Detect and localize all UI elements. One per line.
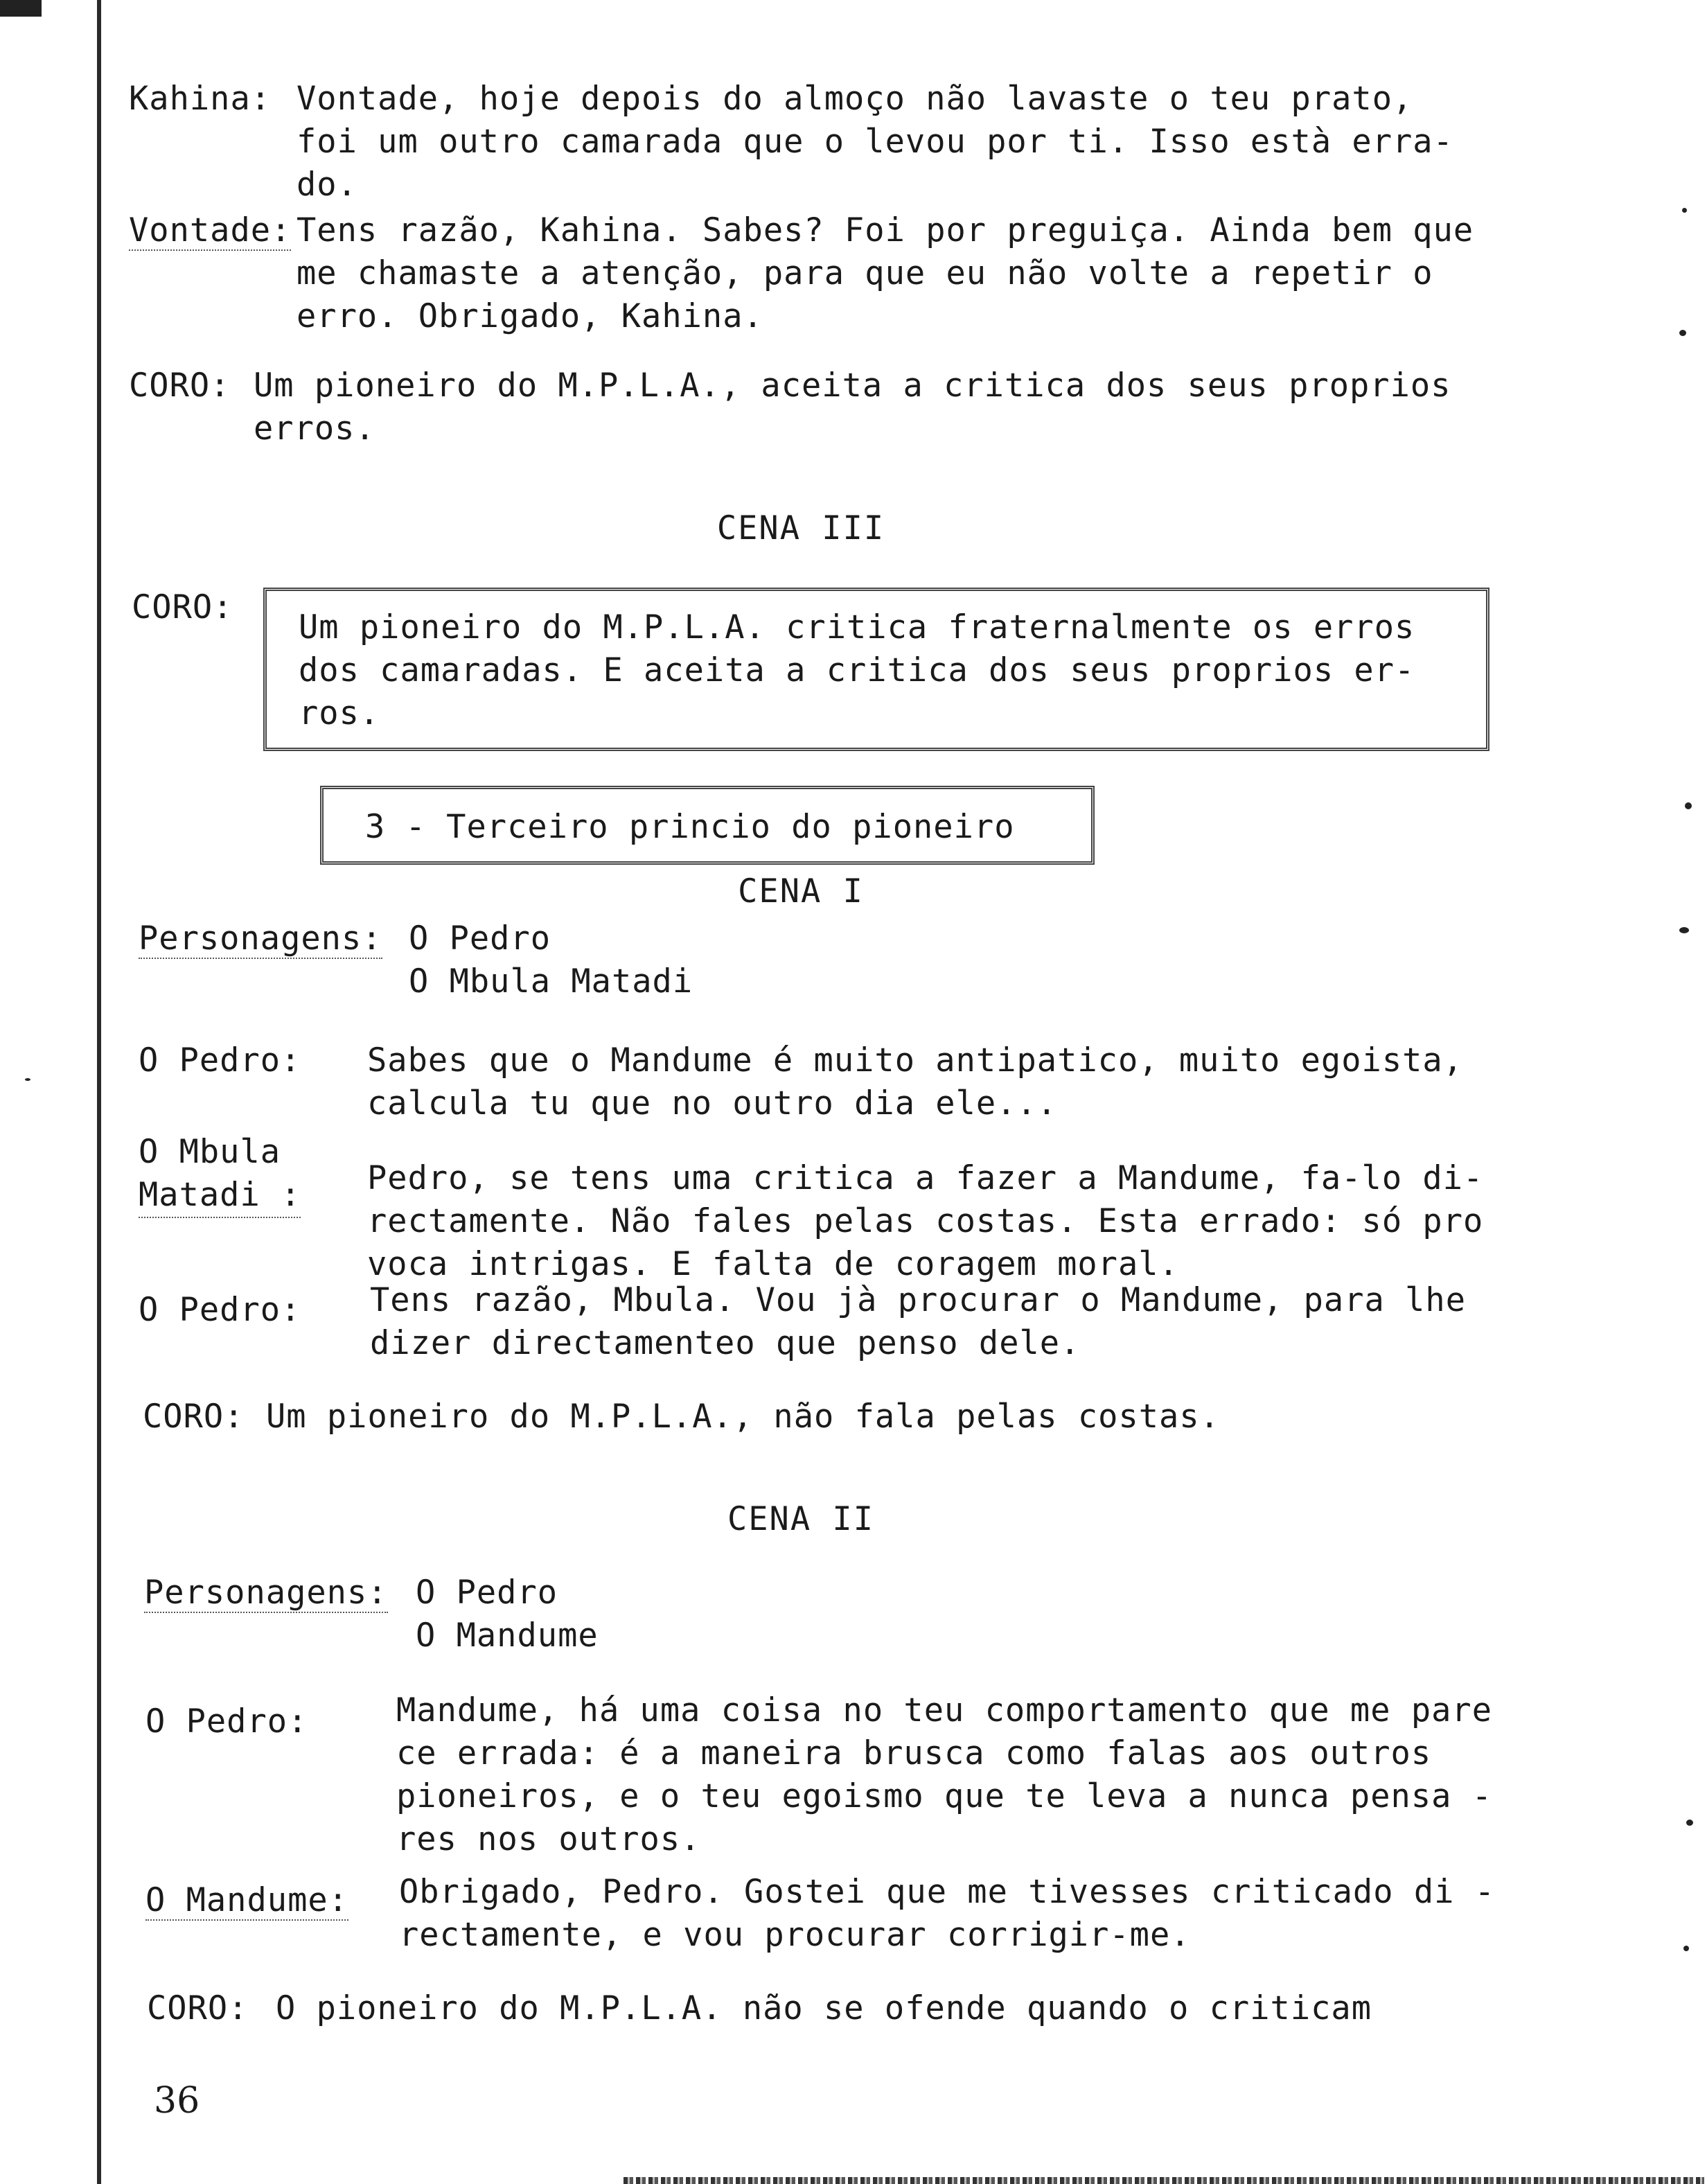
dialogue-line: calcula tu que no outro dia ele... — [367, 1084, 1058, 1122]
character-name: O Pedro — [416, 1574, 558, 1612]
character-name: O Pedro — [409, 919, 551, 958]
personagens-label-2 — [144, 1571, 388, 1614]
scan-speck — [1682, 208, 1687, 213]
speaker-mbula — [139, 1131, 301, 1218]
dialogue-line: dizer directamenteo que penso dele. — [370, 1324, 1081, 1362]
speaker-coro-2: CORO: — [132, 588, 233, 626]
dialogue-mbula — [367, 1157, 1483, 1286]
principle-title-box — [320, 786, 1095, 865]
speaker-coro-3: CORO: — [143, 1398, 245, 1436]
character-name: O Mandume — [416, 1617, 599, 1655]
dialogue-line: voca intrigas. E falta de coragem moral. — [367, 1245, 1179, 1283]
scan-speck — [1686, 1820, 1693, 1826]
scan-speck — [1679, 927, 1689, 933]
page-number: 36 — [154, 2080, 200, 2122]
speaker-vontade — [129, 209, 291, 252]
speaker-pedro-2: O Pedro: — [139, 1291, 301, 1329]
scan-bottom-strip — [623, 2177, 1704, 2184]
dialogue-line: foi um outro camarada que o levou por ti. Isso està erra- — [297, 123, 1453, 161]
box-line: dos camaradas. E aceita a critica dos seus proprios er- — [299, 651, 1415, 689]
dialogue-line: erro. Obrigado, Kahina. — [297, 297, 763, 335]
dialogue-line: rectamente. Não fales pelas costas. Esta errado: só pro — [367, 1202, 1484, 1240]
dialogue-coro-3: Um pioneiro do M.P.L.A., não fala pelas costas. — [266, 1398, 1220, 1436]
dialogue-line: Obrigado, Pedro. Gostei que me tivesses criticado di - — [399, 1873, 1496, 1911]
speaker-mbula-line: O Mbula — [139, 1133, 281, 1171]
dialogue-line: ce errada: é a maneira brusca como falas aos outros — [396, 1734, 1432, 1772]
speaker-vontade-label: Vontade: — [129, 211, 292, 249]
speaker-mandume — [145, 1879, 348, 1922]
dialogue-line: Tens razão, Kahina. Sabes? Foi por preguiça. Ainda bem que — [297, 211, 1474, 249]
principle-title: 3 - Terceiro princio do pioneiro — [365, 808, 1015, 846]
speaker-coro-1: CORO: — [129, 367, 231, 405]
scan-speck — [25, 1078, 30, 1081]
dialogue-line: res nos outros. — [396, 1820, 701, 1858]
dialogue-line: Vontade, hoje depois do almoço não lavaste o teu prato, — [297, 80, 1413, 118]
personagens-label-text: Personagens: — [139, 919, 382, 958]
speaker-coro-4: CORO: — [147, 1989, 249, 2027]
personagens-label-text: Personagens: — [144, 1574, 388, 1612]
dialogue-line: Mandume, há uma coisa no teu comportamento que me pare — [396, 1691, 1493, 1729]
dialogue-coro-4: O pioneiro do M.P.L.A. não se ofende quando o criticam — [276, 1989, 1372, 2027]
dialogue-line: me chamaste a atenção, para que eu não volte a repetir o — [297, 254, 1433, 292]
speaker-mandume-label: O Mandume: — [145, 1881, 348, 1919]
dialogue-vontade — [297, 209, 1474, 338]
dialogue-line: do. — [297, 166, 357, 204]
principle-statement-box — [263, 588, 1489, 751]
dialogue-line: Sabes que o Mandume é muito antipatico, muito egoista, — [367, 1041, 1464, 1080]
dialogue-line: pioneiros, e o teu egoismo que te leva a nunca pensa - — [396, 1777, 1493, 1815]
personagens-list-1 — [409, 917, 693, 1003]
speaker-mbula-line: Matadi : — [139, 1174, 301, 1218]
dialogue-line: Pedro, se tens uma critica a fazer a Mandume, fa-lo di- — [367, 1159, 1484, 1197]
dialogue-line: erros. — [254, 410, 375, 448]
scan-speck — [1679, 330, 1686, 336]
personagens-list-2 — [416, 1571, 599, 1657]
page-corner-mark — [0, 0, 42, 17]
dialogue-pedro-2 — [370, 1279, 1466, 1365]
speaker-pedro-3: O Pedro: — [145, 1702, 308, 1741]
dialogue-coro-1 — [254, 364, 1451, 450]
page-left-edge — [97, 0, 101, 2184]
dialogue-mandume — [399, 1871, 1495, 1957]
speaker-kahina: Kahina: — [129, 80, 272, 118]
dialogue-line: Tens razão, Mbula. Vou jà procurar o Mandume, para lhe — [370, 1281, 1467, 1319]
character-name: O Mbula Matadi — [409, 962, 693, 1001]
dialogue-pedro-1 — [367, 1039, 1463, 1125]
scene-heading-cena-iii: CENA III — [716, 509, 885, 547]
personagens-label-1 — [139, 917, 382, 960]
dialogue-pedro-3 — [396, 1689, 1492, 1861]
dialogue-kahina — [297, 78, 1453, 206]
scene-heading-cena-i: CENA I — [738, 872, 864, 910]
box-line: ros. — [299, 694, 380, 732]
scene-heading-cena-ii: CENA II — [727, 1500, 875, 1538]
box-line: Um pioneiro do M.P.L.A. critica fraternalmente os erros — [299, 608, 1415, 646]
scan-speck — [1685, 802, 1692, 809]
dialogue-line: Um pioneiro do M.P.L.A., aceita a critica dos seus proprios — [254, 367, 1451, 405]
speaker-pedro-1: O Pedro: — [139, 1041, 301, 1080]
scan-speck — [1683, 1946, 1689, 1951]
dialogue-line: rectamente, e vou procurar corrigir-me. — [399, 1916, 1191, 1954]
